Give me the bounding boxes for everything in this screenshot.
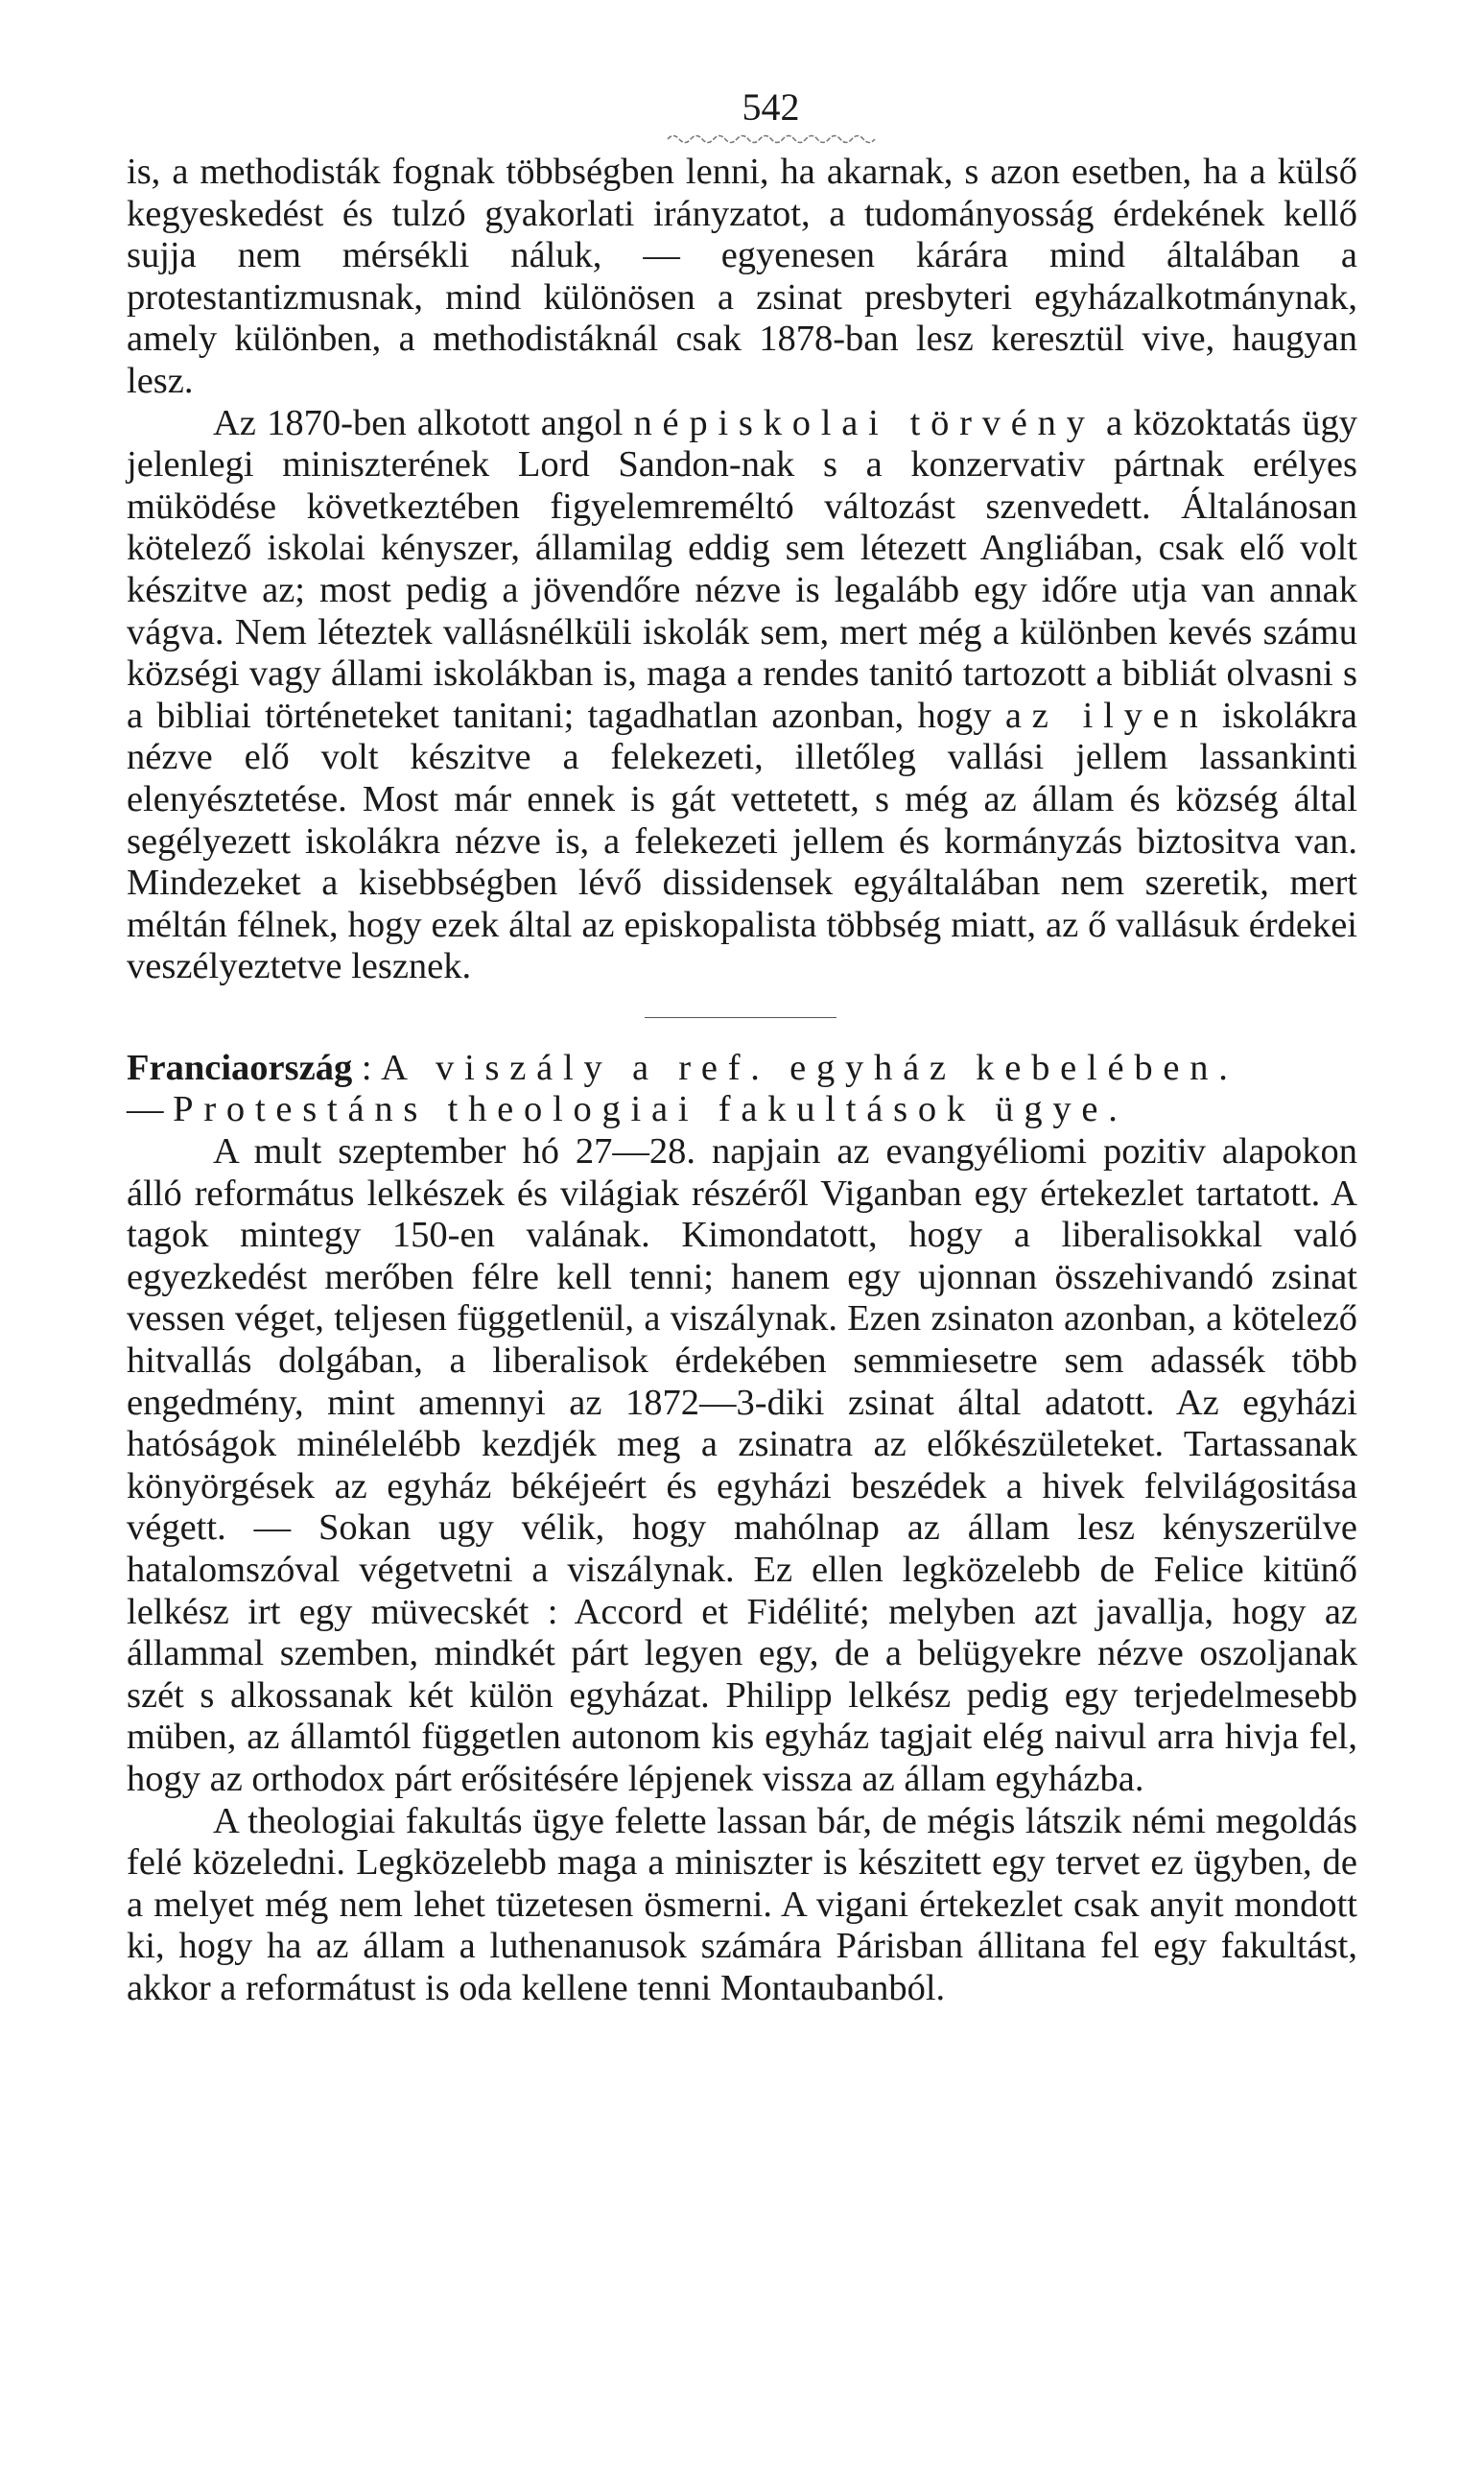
section-divider: [127, 988, 1357, 1048]
section-colon: :: [352, 1047, 382, 1088]
section-dash: —: [127, 1089, 174, 1130]
school-law-emphasis: népiskolai törvény: [633, 402, 1095, 443]
section-topic-1: A viszály a ref. egyház kebelében.: [381, 1047, 1238, 1088]
paragraph-vigan-conference: A mult szeptember hó 27—28. napjain az evangyéliomi pozitiv alapokon álló református lelkészek és világiak részéről Viganban egy értekezlet tartatott. A tagok mintegy 150-en valának. Kimondatott, hogy a liberalisokkal való egyezkedést merőben félre kell tenni; hanem egy ujonnan összehivandó zsinat vessen véget, teljesen függetlenül, a viszálynak. Ezen zsinaton azonban, a kötelező hitvallás dolgában, a liberalisok érdekében semmiesetre sem adassék több engedmény, mint amennyi az 1872—3-diki zsinat által adatott. Az egyházi hatóságok minélelébb kezdjék meg a zsinatra az előkészületeket. Tartassanak könyörgések az egyház békéjeért és egyházi beszédek a hivek felvilágositása végett. — Sokan ugy vélik, hogy mahólnap az állam lesz kényszerülve hatalomszóval végetvetni a viszálynak. Ez ellen legközelebb de Felice kitünő lelkész irt egy müvecskét : Accord et Fidélité; melyben azt javallja, hogy az állammal szemben, mindkét párt legyen egy, de a belügyekre nézve oszoljanak szét s alkossanak két külön egyházat. Philipp lelkész pedig egy terjedelmesebb müben, az államtól független autonom kis egyház tagjait elég naivul arra hivja fel, hogy az orthodox párt erősitésére lépjenek vissza az állam egyházba.: [127, 1131, 1357, 1799]
section-topic-2: Protestáns theologiai fakultások ügye.: [173, 1089, 1128, 1130]
school-law-text-middle: a közoktatás ügy jelenlegi miniszterének Lord Sandon-nak s a konzervativ pártnak erélyes müködése következtében figyelemreméltó változást szenvedett. Általánosan kötelező iskolai kényszer, államilag eddig sem létezett Angliában, csak elő volt készitve az; most pedig a jövendőre nézve is legalább egy időre utja van annak vágva. Nem léteztek vallásnélküli iskolák sem, mert még a különben kevés számu községi vagy állami iskolákban is, maga a rendes tanitó tartozott a bibliát olvasni s a bibliai történeteket tanitani; tagadhatlan azonban, hogy: [127, 402, 1357, 736]
paragraph-school-law: [127, 403, 1357, 988]
paragraph-methodists: is, a methodisták fognak többségben lenni, ha akarnak, s azon esetben, ha a külső kegyeskedést és tulzó gyakorlati irányzatot, a tudományosság érdekének kellő sujja nem mérsékli náluk, — egyenesen kárára mind általában a protestantizmusnak, mind különösen a zsinat presbyteri egyházalkotmánynak, amely különben, a methodistáknál csak 1878-ban lesz keresztül vive, haugyan lesz.: [127, 152, 1357, 401]
document-page: [127, 84, 1357, 2010]
wavy-rule-ornament: [184, 130, 1357, 152]
wavy-rule-icon: [666, 130, 877, 144]
school-law-text-before: Az 1870-ben alkotott angol: [213, 402, 634, 443]
section-heading: [127, 1048, 1357, 1131]
such-emphasis: az ilyen: [1004, 695, 1209, 736]
school-law-text-after: iskolákra nézve elő volt készitve a felekezeti, illetőleg vallási jellem lassankinti elenyésztetése. Most már ennek is gát vettetett, s még az állam és község által segélyezett iskolákra nézve is, a felekezeti jellem és kormányzás biztositva van. Mindezeket a kisebbségben lévő dissidensek egyáltalában nem szeretik, mert méltán félnek, hogy ezek által az episkopalista többség miatt, az ő vallásuk érdekei veszélyeztetve lesznek.: [127, 695, 1357, 987]
page-number: 542: [742, 85, 800, 129]
section-country: Franciaország: [127, 1047, 353, 1088]
paragraph-theology-faculty: A theologiai fakultás ügye felette lassan bár, de mégis látszik némi megoldás felé közeledni. Legközelebb maga a miniszter is készitett egy tervet ez ügyben, de a melyet még nem lehet tüzetesen ösmerni. A vigani értekezlet csak anyit mondott ki, hogy ha az állam a luthenanusok számára Párisban állitana fel egy fakultást, akkor a reformátust is oda kellene tenni Montaubanból.: [127, 1800, 1357, 2008]
